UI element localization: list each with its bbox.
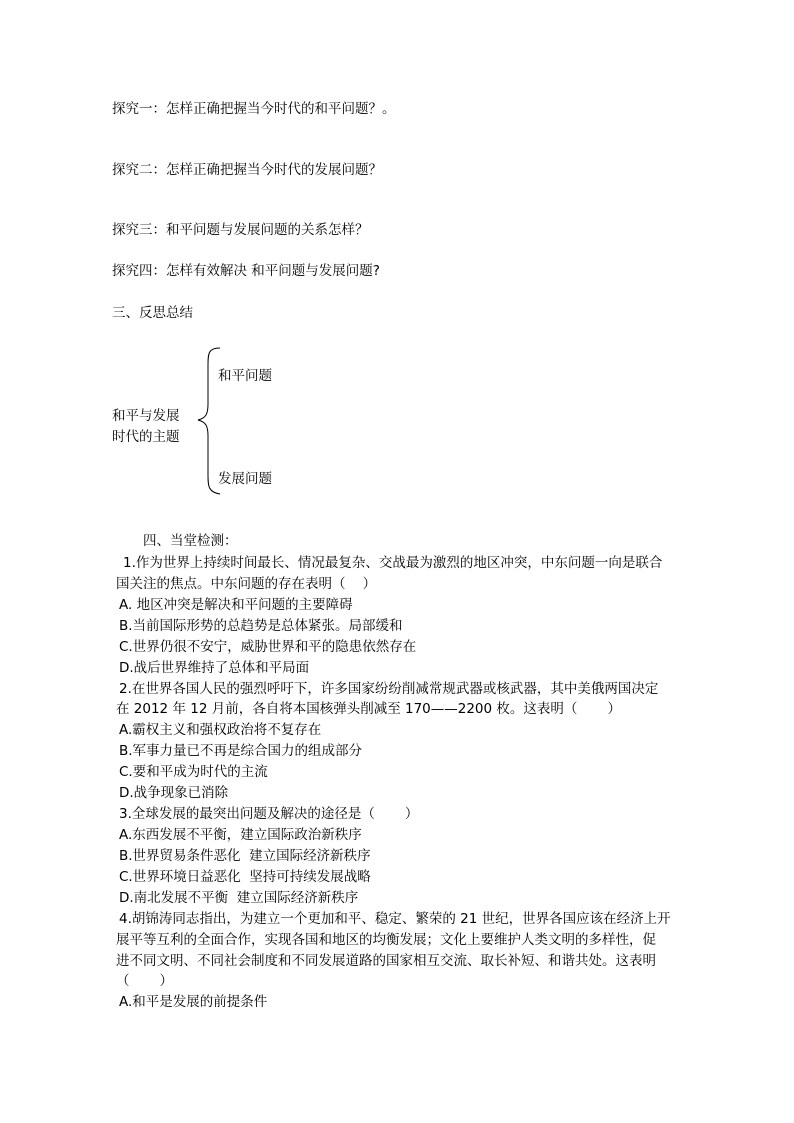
section-heading-quiz: 四、当堂检测： bbox=[143, 533, 238, 549]
quiz-q3-option-b: B.世界贸易条件恶化 建立国际经济新秩序 bbox=[119, 848, 371, 864]
summary-center-line-1: 和平与发展 bbox=[112, 408, 180, 424]
quiz-q1-option-b: B.当前国际形势的总趋势是总体紧张。局部缓和 bbox=[119, 618, 403, 634]
quiz-q1-stem-line-1: 1.作为世界上持续时间最长、情况最复杂、交战最为激烈的地区冲突，中东问题一向是联合 bbox=[123, 555, 663, 571]
explore-question-1: 探究一：怎样正确把握当今时代的和平问题？。 bbox=[112, 101, 396, 117]
explore-question-2: 探究二：怎样正确把握当今时代的发展问题？ bbox=[112, 162, 382, 178]
quiz-q1-option-a: A. 地区冲突是解决和平问题的主要障碍 bbox=[119, 597, 353, 613]
quiz-q4-stem-line-3: 进不同文明、不同社会制度和不同发展道路的国家相互交流、取长补短、和谐共处。这表明 bbox=[116, 953, 656, 969]
quiz-q2-option-a: A.霸权主义和强权政治将不复存在 bbox=[119, 722, 322, 738]
quiz-q2-option-b: B.军事力量已不再是综合国力的组成部分 bbox=[119, 743, 363, 759]
quiz-q4-stem-line-1: 4.胡锦涛同志指出，为建立一个更加和平、稳定、繁荣的 21 世纪，世界各国应该在经济上开 bbox=[119, 911, 671, 927]
quiz-q1-option-c: C.世界仍很不安宁，威胁世界和平的隐患依然存在 bbox=[119, 639, 417, 655]
explore-question-4: 探究四：怎样有效解决 和平问题与发展问题? bbox=[112, 263, 380, 279]
quiz-q1-option-d: D.战后世界维持了总体和平局面 bbox=[119, 660, 310, 676]
quiz-q2-stem-line-2: 在 2012 年 12 月前，各自将本国核弹头削减至 170——2200 枚。这表明（ ） bbox=[116, 701, 621, 717]
summary-center-line-2: 时代的主题 bbox=[112, 429, 180, 445]
summary-branch-development: 发展问题 bbox=[218, 471, 272, 487]
quiz-q3-option-a: A.东西发展不平衡，建立国际政治新秩序 bbox=[119, 827, 362, 843]
quiz-q4-option-a: A.和平是发展的前提条件 bbox=[119, 994, 268, 1010]
summary-branch-peace: 和平问题 bbox=[218, 368, 272, 384]
quiz-q4-stem-line-2: 展平等互利的全面合作，实现各国和地区的均衡发展；文化上要维护人类文明的多样性，促 bbox=[116, 932, 656, 948]
quiz-q2-option-c: C.要和平成为时代的主流 bbox=[119, 764, 268, 780]
quiz-q2-option-d: D.战争现象已消除 bbox=[119, 785, 229, 801]
section-heading-reflection: 三、反思总结 bbox=[112, 305, 193, 321]
quiz-q3-option-d: D.南北发展不平衡 建立国际经济新秩序 bbox=[119, 890, 359, 906]
quiz-q4-stem-line-4: （ ） bbox=[116, 973, 174, 989]
quiz-q2-stem-line-1: 2.在世界各国人民的强烈呼吁下，许多国家纷纷削减常规武器或核武器，其中美俄两国决定 bbox=[119, 681, 659, 697]
quiz-q3-option-c: C.世界环境日益恶化 坚持可持续发展战略 bbox=[119, 869, 371, 885]
explore-question-3: 探究三：和平问题与发展问题的关系怎样？ bbox=[112, 222, 369, 238]
quiz-q3-stem: 3.全球发展的最突出问题及解决的途径是（ ） bbox=[119, 806, 419, 822]
quiz-q1-stem-line-2: 国关注的焦点。中东问题的存在表明（ ） bbox=[116, 576, 377, 592]
